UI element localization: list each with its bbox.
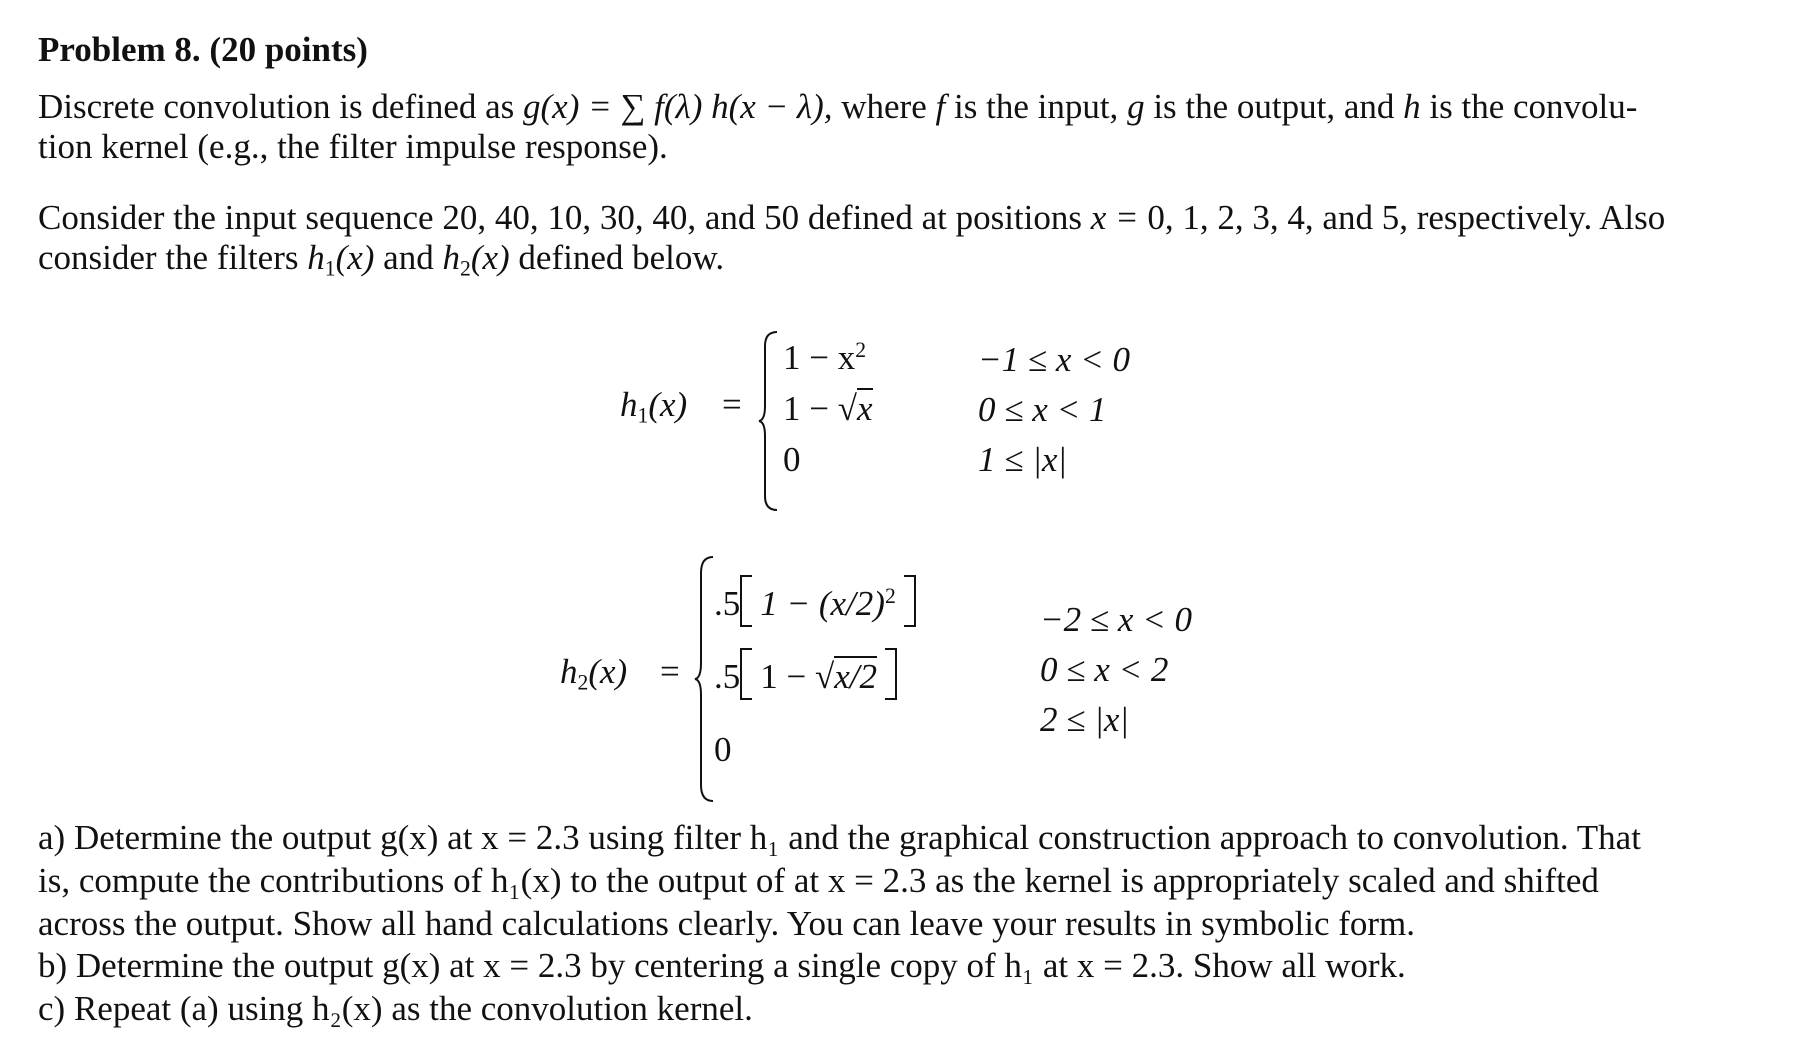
h1-ref-sub: 1 (324, 256, 336, 281)
h2-label (560, 652, 628, 695)
h2-equals: = (660, 652, 680, 691)
question-a-line-3: across the output. Show all hand calculations clearly. You can leave your results in symbolic form. (38, 904, 1416, 943)
sequence-paragraph-line-1 (38, 198, 1665, 238)
h1-case-2-sqrt: x (856, 389, 873, 428)
h2-case-2-sqrt: x/2 (834, 657, 877, 696)
intro-paragraph-line-2: tion kernel (e.g., the filter impulse response). (38, 127, 668, 166)
h2-case-2-text: 1 − (760, 657, 815, 696)
intro-text: is the output, and (1144, 87, 1404, 126)
h2-case-1-condition: −2 ≤ x < 0 (1040, 600, 1192, 639)
sequence-text: Consider the input sequence 20, 40, 10, 30, 40, and 50 defined at positions (38, 198, 1091, 237)
sequence-paragraph-line-2 (38, 238, 725, 281)
intro-text: where (832, 87, 936, 126)
h1-case-2-expr: 1 − √x (783, 389, 873, 428)
intro-paragraph-line-1 (38, 87, 1637, 127)
h1-label (620, 385, 688, 428)
sequence-text: and (374, 238, 443, 277)
right-bracket-icon (885, 648, 897, 700)
h2-subscript: 2 (577, 670, 589, 695)
h2-case-2-coef: .5 (714, 657, 741, 696)
right-bracket-icon (904, 575, 916, 627)
h1-case-3-condition: 1 ≤ |x| (978, 440, 1067, 479)
var-g: g (1127, 87, 1145, 126)
intro-text: Discrete convolution is defined as (38, 87, 524, 126)
h2-ref: h (442, 238, 460, 277)
h1-case-3-expr: 0 (783, 440, 801, 479)
h2-argument: (x) (588, 652, 628, 691)
h2-case-1-coef: .5 (714, 584, 741, 623)
convolution-formula: g(x) = ∑ f(λ) h(x − λ), (523, 87, 833, 126)
h1-argument: (x) (648, 385, 688, 424)
h1-ref: h (307, 238, 325, 277)
sequence-text: 0, 1, 2, 3, 4, and 5, respectively. Also (1138, 198, 1666, 237)
h2-ref-sub: 2 (459, 256, 471, 281)
x-equals: x = (1090, 198, 1139, 237)
h1-case-1-condition: −1 ≤ x < 0 (978, 340, 1130, 379)
h1-case-1-sup: 2 (855, 338, 867, 363)
h2-case-3-condition: 2 ≤ |x| (1040, 700, 1129, 739)
h2-case-1-expr (714, 575, 916, 627)
question-b: b) Determine the output g(x) at x = 2.3 by centering a single copy of h₁ at x = 2.3. Show all work. (38, 946, 1406, 985)
h1-subscript: 1 (637, 403, 649, 428)
h1-ref-arg: (x) (335, 238, 375, 277)
h1-equals: = (722, 385, 742, 424)
var-h: h (1403, 87, 1421, 126)
var-f: f (935, 87, 946, 126)
h2-case-1-sup: 2 (884, 584, 896, 609)
h2-case-2-expr: .5 1 − √x/2 (714, 648, 897, 700)
left-bracket-icon (740, 575, 752, 627)
h1-symbol: h (620, 385, 638, 424)
h1-case-1-text: 1 − x (783, 338, 856, 377)
question-a-line-1: a) Determine the output g(x) at x = 2.3 using filter h₁ and the graphical construction approach to convolution. That (38, 818, 1641, 857)
sequence-text: defined below. (509, 238, 725, 277)
h2-case-1-text: 1 − (x/2) (760, 584, 885, 623)
h1-case-2-condition: 0 ≤ x < 1 (978, 390, 1107, 429)
h1-case-2-text: 1 − (783, 389, 838, 428)
intro-text: is the input, (945, 87, 1128, 126)
intro-text: is the convolu- (1420, 87, 1638, 126)
h2-case-3-expr: 0 (714, 730, 732, 769)
h1-case-1-expr (783, 338, 866, 378)
left-bracket-icon (740, 648, 752, 700)
h1-brace-icon (757, 330, 783, 512)
h2-case-2-condition: 0 ≤ x < 2 (1040, 650, 1169, 689)
h2-ref-arg: (x) (470, 238, 510, 277)
problem-title: Problem 8. (20 points) (38, 30, 368, 69)
question-c: c) Repeat (a) using h₂(x) as the convolution kernel. (38, 989, 753, 1028)
question-a-line-2: is, compute the contributions of h₁(x) to the output of at x = 2.3 as the kernel is appropriately scaled and shifted (38, 861, 1599, 900)
sequence-text: consider the filters (38, 238, 308, 277)
h2-symbol: h (560, 652, 578, 691)
